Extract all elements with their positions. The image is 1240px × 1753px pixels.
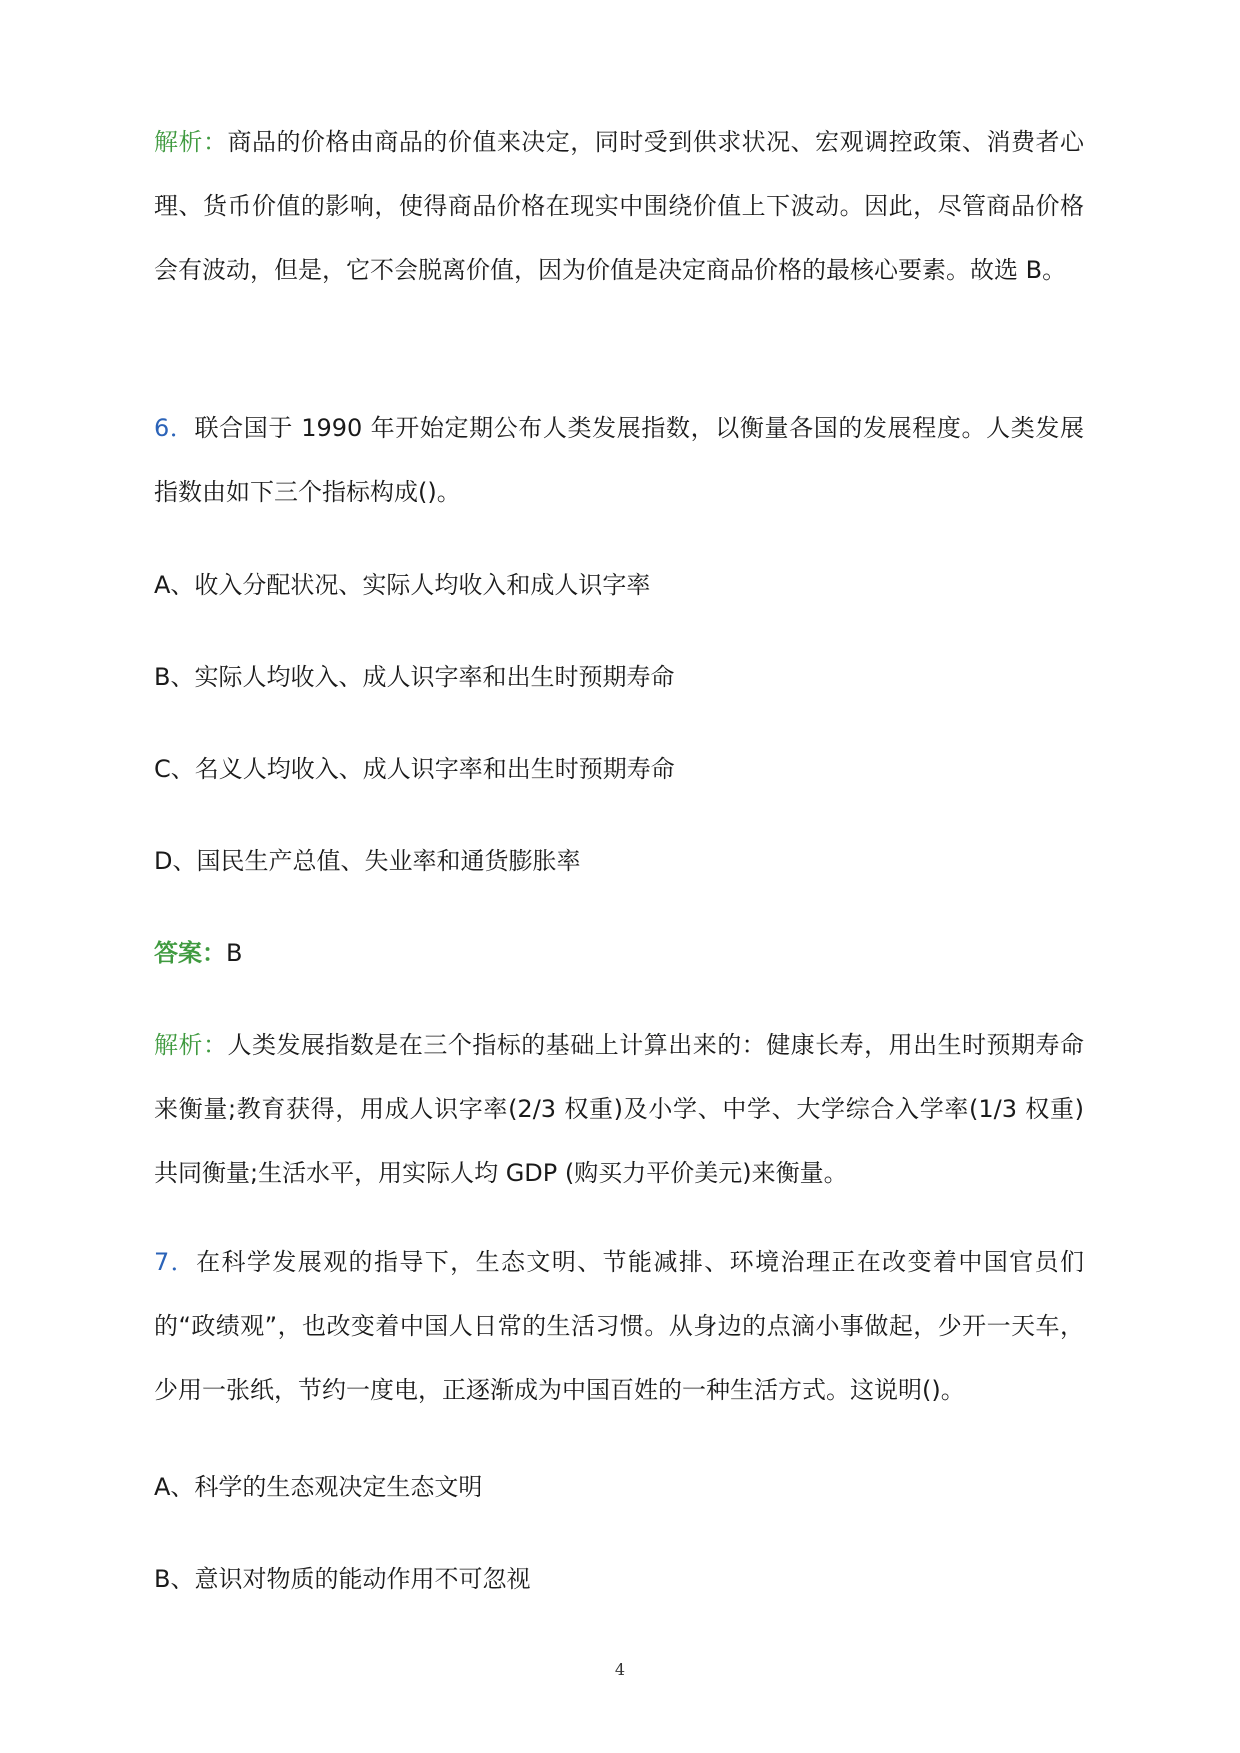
analysis-text: 商品的价格由商品的价值来决定，同时受到供求状况、宏观调控政策、消费者心理、货币价值的影响，使得商品价格在现实中围绕价值上下波动。因此，尽管商品价格会有波动，但是，它不会脱离价值，因为价值是决定商品价格的最核心要素。故选 B。 bbox=[154, 128, 1085, 284]
question-text: 联合国于 1990 年开始定期公布人类发展指数，以衡量各国的发展程度。人类发展指数由如下三个指标构成()。 bbox=[154, 414, 1084, 506]
question-7 bbox=[154, 1230, 1084, 1422]
option-b: B、实际人均收入、成人识字率和出生时预期寿命 bbox=[154, 663, 675, 691]
analysis-label: 解析： bbox=[154, 1031, 228, 1059]
option-d: D、国民生产总值、失业率和通货膨胀率 bbox=[154, 847, 581, 875]
analysis-label: 解析： bbox=[154, 128, 228, 156]
question-number: 6． bbox=[154, 414, 195, 442]
answer-value: B bbox=[226, 939, 243, 967]
answer-line bbox=[154, 921, 1084, 985]
option-a: A、科学的生态观决定生态文明 bbox=[154, 1473, 483, 1501]
analysis-text: 人类发展指数是在三个指标的基础上计算出来的：健康长寿，用出生时预期寿命来衡量;教育获得，用成人识字率(2/3 权重)及小学、中学、大学综合入学率(1/3 权重)共同衡量;生活水平，用实际人均 GDP (购买力平价美元)来衡量。 bbox=[154, 1031, 1085, 1187]
option-b: B、意识对物质的能动作用不可忽视 bbox=[154, 1565, 531, 1593]
analysis-paragraph bbox=[154, 110, 1084, 302]
question-text: 在科学发展观的指导下，生态文明、节能减排、环境治理正在改变着中国官员们的“政绩观”，也改变着中国人日常的生活习惯。从身边的点滴小事做起，少开一天车，少用一张纸，节约一度电，正逐渐成为中国百姓的一种生活方式。这说明()。 bbox=[154, 1248, 1084, 1404]
analysis-paragraph bbox=[154, 1013, 1084, 1205]
option-a: A、收入分配状况、实际人均收入和成人识字率 bbox=[154, 571, 651, 599]
page-number: 4 bbox=[614, 1660, 626, 1679]
question-6 bbox=[154, 396, 1084, 524]
option-c: C、名义人均收入、成人识字率和出生时预期寿命 bbox=[154, 755, 675, 783]
question-number: 7． bbox=[154, 1248, 197, 1276]
answer-label: 答案： bbox=[154, 939, 226, 967]
